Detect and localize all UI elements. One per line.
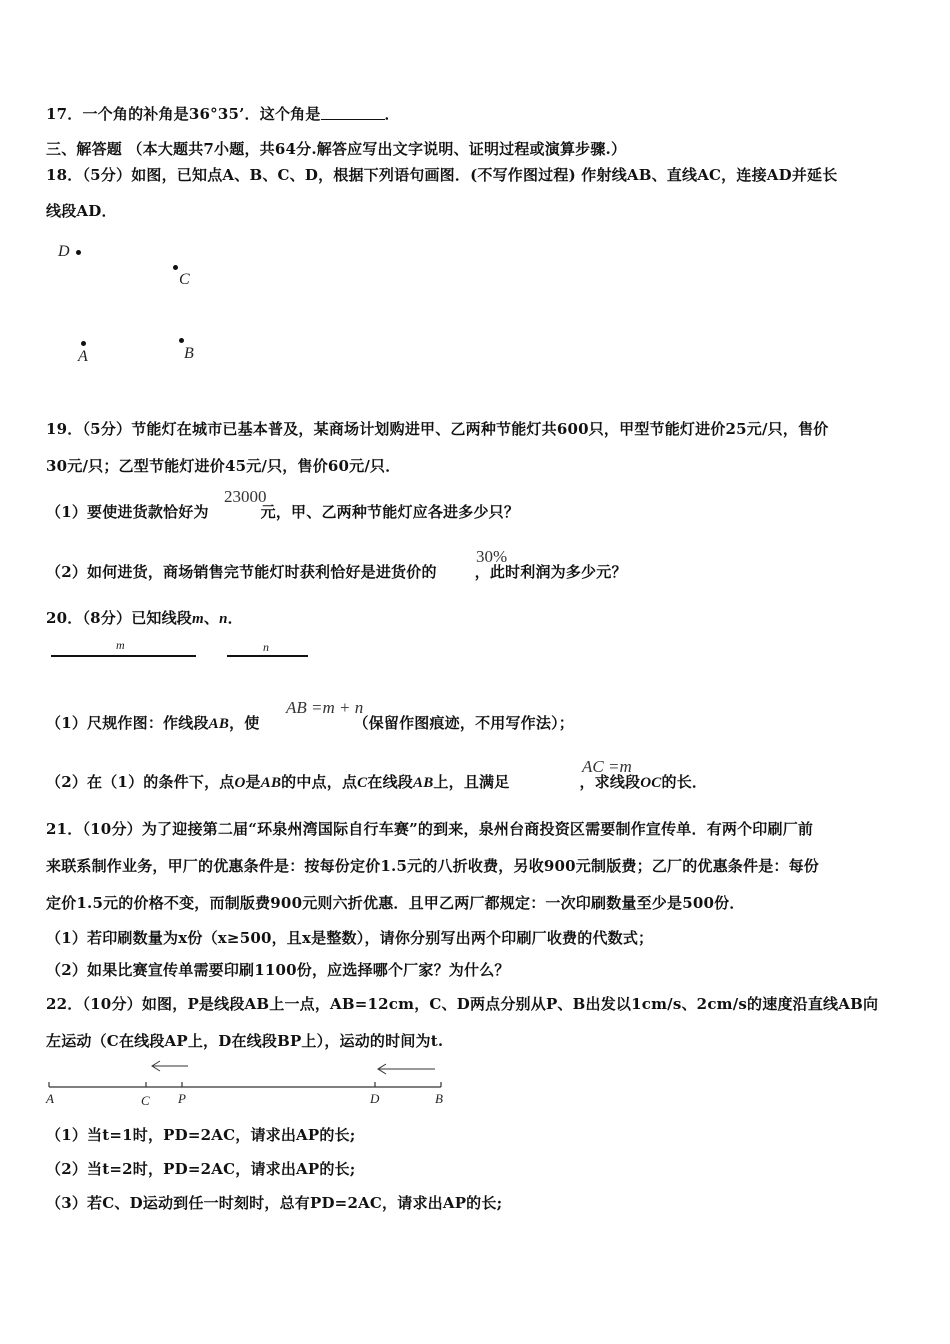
point-a-label: A (78, 348, 88, 365)
point-a (81, 341, 86, 346)
q20-head (46, 607, 243, 628)
q20-sub2-math: AC =m (582, 757, 632, 776)
q22-sub1: （1）当t=1时，PD=2AC，请求出AP的长; (46, 1126, 356, 1144)
point-c-label: C (179, 271, 190, 288)
q22-line1: 22．（10分）如图，P是线段AB上一点，AB=12cm，C、D两点分别从P、B出发以1cm/s、2cm/s的速度沿直线AB向 (46, 995, 879, 1013)
q20-head-sep: 、 (203, 609, 220, 627)
q21-sub2: （2）如果比赛宣传单需要印刷1100份，应选择哪个厂家？为什么？ (46, 961, 510, 979)
q20-sub1-math: AB =m + n (286, 698, 364, 717)
q19-line2: 30元/只；乙型节能灯进价45元/只，售价60元/只． (46, 457, 401, 475)
q18-line2: 线段AD． (46, 202, 117, 220)
q19-sub2-post: ，此时利润为多少元？ (474, 563, 627, 581)
segment-n-label: n (263, 640, 269, 654)
q20-sub2-ab: AB (260, 775, 282, 791)
q22-label-b: B (435, 1091, 443, 1106)
q22-label-a: A (46, 1091, 54, 1106)
segment-m (51, 655, 196, 657)
q20-sub2-oc: OC (640, 775, 662, 791)
q20-head-end: ． (227, 609, 243, 627)
point-d (76, 250, 81, 255)
q21-line3: 定价1.5元的价格不变，而制版费900元则六折优惠．且甲乙两厂都规定：一次印刷数量至少是500份． (46, 894, 745, 912)
segment-n (227, 655, 308, 657)
q20-sub2-f: ，求线段 (579, 773, 641, 791)
q19-sub1 (46, 501, 519, 522)
q19-sub2 (46, 561, 627, 582)
q17-line (46, 103, 400, 124)
q17-text: 17．一个角的补角是36°35’．这个角是 (46, 105, 321, 123)
q19-sub1-post: 元，甲、乙两种节能灯应各进多少只？ (260, 503, 520, 521)
q21-line2: 来联系制作业务，甲厂的优惠条件是：按每份定价1.5元的八折收费，另收900元制版费；乙厂的优惠条件是：每份 (46, 857, 820, 875)
q21-sub1: （1）若印刷数量为x份（x≥500，且x是整数），请你分别写出两个印刷厂收费的代数式； (46, 929, 654, 947)
q17-answer-blank[interactable] (321, 107, 385, 120)
point-b-label: B (184, 345, 194, 362)
q20-head-n: n (219, 611, 228, 627)
q19-sub1-pre: （1）要使进货款恰好为 (46, 503, 209, 521)
point-b (179, 338, 184, 343)
q19-line1: 19．（5分）节能灯在城市已基本普及，某商场计划购进甲、乙两种节能灯共600只，甲型节能灯进价25元/只，售价 (46, 420, 829, 438)
q19-sub1-math: 23000 (224, 487, 267, 506)
q20-sub2-o: O (234, 775, 246, 791)
point-c (173, 265, 178, 270)
q20-sub2-e: 上，且满足 (433, 773, 510, 791)
q20-sub1-mid: ，使 (229, 714, 260, 732)
q20-sub1-ab: AB (208, 716, 230, 732)
q20-sub2-a: （2）在（1）的条件下，点 (46, 773, 235, 791)
q22-sub3: （3）若C、D运动到任一时刻时，总有PD=2AC，请求出AP的长; (46, 1194, 503, 1212)
q22-number-line (40, 1058, 460, 1118)
q20-sub2-d: 在线段 (367, 773, 413, 791)
q18-line1: 18．（5分）如图，已知点A、B、C、D，根据下列语句画图．(不写作图过程) 作射线AB、直线AC，连接AD并延长 (46, 166, 838, 184)
q20-head-text: 20．（8分）已知线段 (46, 609, 193, 627)
q20-sub2-cc: C (357, 775, 368, 791)
q20-sub1-post: （保留作图痕迹，不用写作法）； (353, 714, 574, 732)
q20-sub1-pre: （1）尺规作图：作线段 (46, 714, 209, 732)
q19-sub2-math: 30% (476, 547, 508, 566)
point-d-label: D (58, 243, 70, 260)
q17-tail: ． (384, 105, 400, 123)
q22-label-d: D (370, 1091, 380, 1106)
q20-sub2-c: 的中点，点 (281, 773, 358, 791)
q22-line2: 左运动（C在线段AP上，D在线段BP上），运动的时间为t. (46, 1032, 444, 1050)
q21-line1: 21．（10分）为了迎接第二届“环泉州湾国际自行车赛”的到来，泉州台商投资区需要制作宣传单．有两个印刷厂前 (46, 820, 814, 838)
q22-sub2: （2）当t=2时，PD=2AC，请求出AP的长; (46, 1160, 356, 1178)
q19-sub2-pre: （2）如何进货，商场销售完节能灯时获利恰好是进货价的 (46, 563, 437, 581)
q22-label-p: P (178, 1091, 186, 1106)
q20-sub2-b: 是 (245, 773, 261, 791)
q20-head-m: m (192, 611, 204, 627)
q20-sub2-g: 的长． (661, 773, 708, 791)
q20-sub2-ab2: AB (413, 775, 434, 791)
segment-m-label: m (116, 638, 125, 652)
q22-label-c: C (141, 1093, 150, 1108)
section3-heading: 三、解答题 （本大题共7小题，共64分.解答应写出文字说明、证明过程或演算步骤.） (46, 140, 627, 158)
